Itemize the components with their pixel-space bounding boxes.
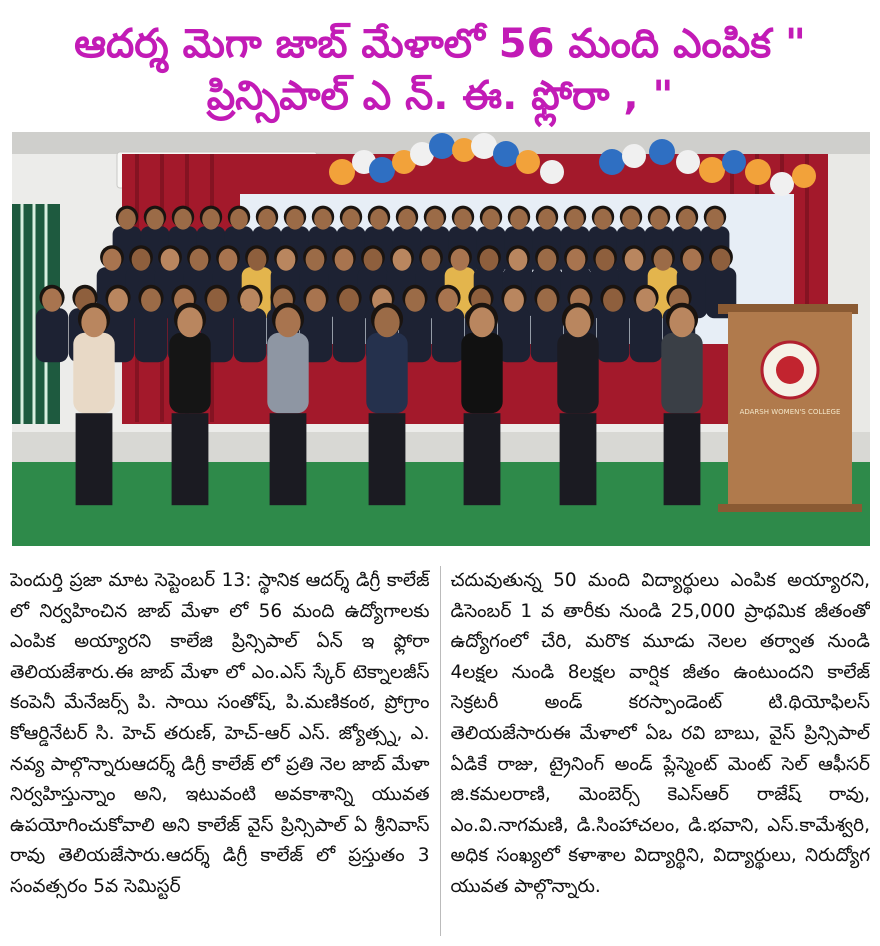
person <box>135 285 167 362</box>
person <box>597 285 629 362</box>
podium-logo-text: ADARSH WOMEN'S COLLEGE <box>739 408 841 416</box>
person <box>432 285 464 362</box>
article-body <box>10 566 870 936</box>
article-column-1: పెందుర్తి ప్రజా మాట సెప్టెంబర్ 13: స్థానిక ఆదర్శ్ డిగ్రీ కాలేజ్ లో నిర్వహించిన జాబ్ మేళా లో 56 మంది ఉద్యోగాలకు ఎంపిక అయ్యారని కాలేజి ప్రిన్సిపాల్ ఏన్ ఇ ఫ్లోరా తెలియజేశారు.ఈ జాబ్ మేళా లో ఎం.ఎస్ స్కేర్ టెక్నాలజీస్ కంపెనీ మేనేజర్స్ పి. సాయి సంతోష్, పి.మణికంఠ, ప్రోగ్రాం కోఆర్డినేటర్ సి. హెచ్ తరుణ్, హెచ్-ఆర్ ఎస్. జ్యోత్స్న, ఎ. నవ్య పాల్గొన్నారుఆదర్శ్ డిగ్రీ కాలేజ్ లో ప్రతి నెల జాబ్ మేళా నిర్వహిస్తున్నాం అని, ఇటువంటి అవకాశాన్ని యువత ఉపయోగించుకోవాలి అని కాలేజ్ వైస్ ప్రిన్సిపాల్ ఏ శ్రీనివాస్ రావు తెలియజేసారు.ఆదర్శ్ డిగ్రీ కాలేజ్ లో ప్రస్తుతం 3 సంవత్సరం 5వ సెమిస్టర్ <box>10 570 430 897</box>
person <box>36 285 68 362</box>
article-column-2: చదువుతున్న 50 మంది విద్యార్థులు ఎంపిక అయ్యారని, డిసెంబర్ 1 వ తారీకు నుండి 25,000 ప్రాథమిక జీతంతో ఉద్యోగంలో చేరి, మరొక మూడు నెలల తర్వాత నుండి 4లక్షల నుండి 8లక్షల వార్షిక జీతం ఉంటుందని కాలేజ్ సెక్రటరీ అండ్ కరస్పాండెంట్ టి.థియోఫిలస్ తెలియజేసారుఈ మేళాలో ఏఒ రవి బాబు, వైస్ ప్రిన్సిపాల్ ఏడికే రాజు, ట్రైనింగ్ అండ్ ప్లేస్మెంట్ మెంట్ సెల్ ఆఫీసర్ జి.కమలరాణి, మెంబెర్స్ కెఎస్ఆర్ రాజేష్ రావు, ఎం.వి.నాగమణి, డి.సింహాచలం, డి.భవాని, ఎస్.కామేశ్వరి, అధిక సంఖ్యలో కళాశాల విద్యార్థిని, విద్యార్థులు, నిరుద్యోగ యువత పాల్గొన్నారు. <box>450 570 870 897</box>
podium <box>718 304 862 512</box>
headline-line-2: ప్రిన్సిపాల్ ఎ న్. ఈ. ఫ్లోరా , " <box>206 73 674 119</box>
person <box>234 285 266 362</box>
person <box>630 285 662 362</box>
group-photo <box>12 132 870 546</box>
column-divider <box>440 566 441 936</box>
headline-line-1: ఆదర్శ మెగా జాబ్ మేళాలో 56 మంది ఎంపిక " <box>74 21 806 67</box>
person <box>333 285 365 362</box>
headline <box>0 18 880 122</box>
